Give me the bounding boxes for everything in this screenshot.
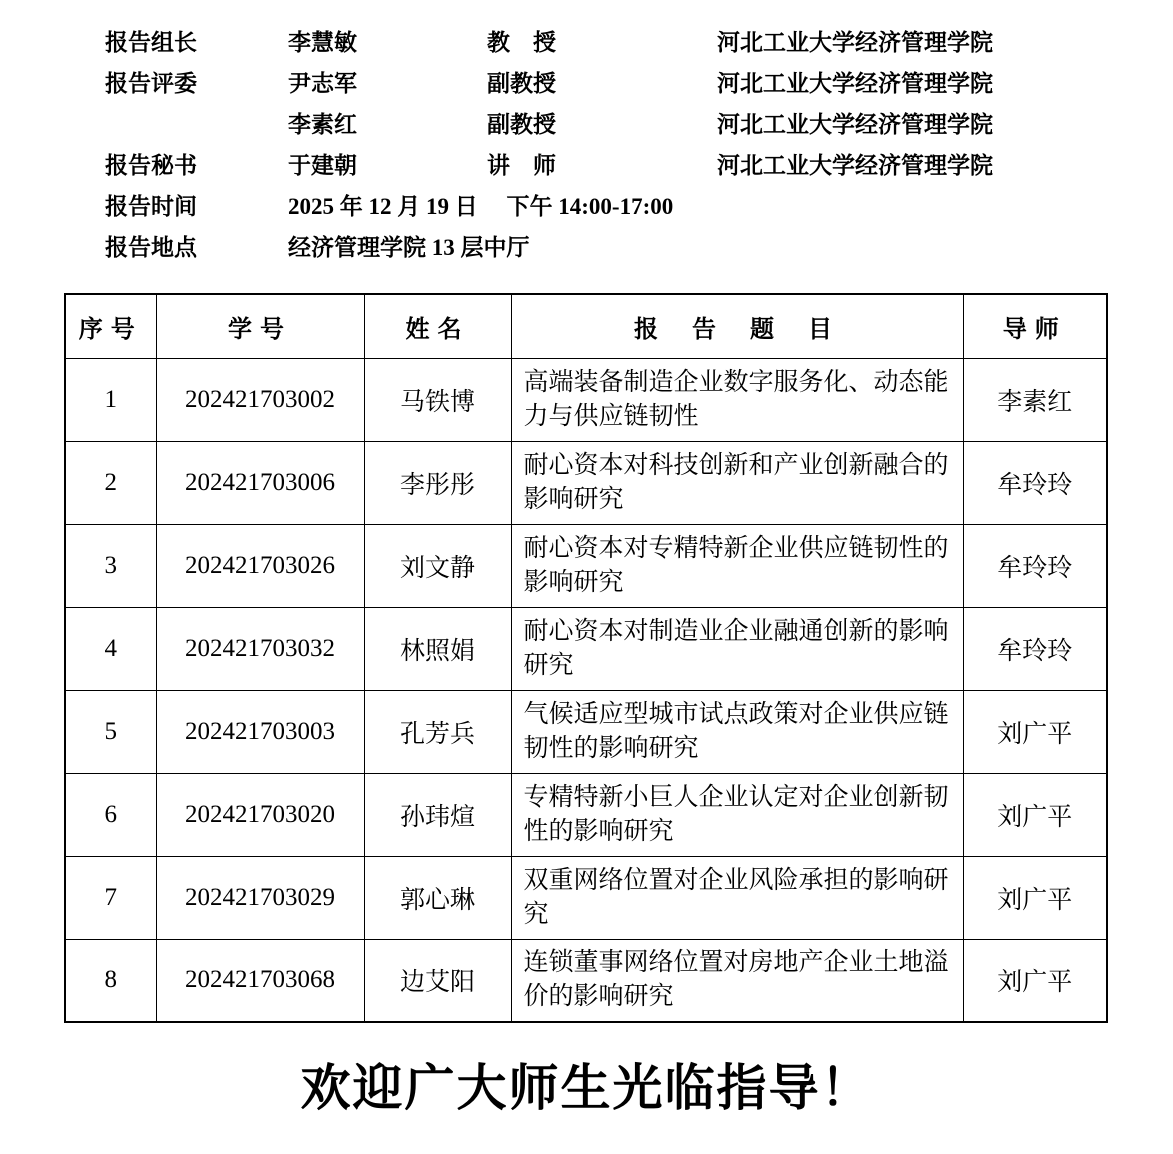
- welcome-banner: 欢迎广大师生光临指导！: [300, 1060, 873, 1116]
- info-row: [0, 104, 1173, 145]
- person-organization: 河北工业大学经济管理学院: [717, 71, 993, 96]
- info-row: [0, 227, 1173, 268]
- info-value: 经济管理学院 13 层中厅: [288, 235, 530, 260]
- student-id-cell: 202421703002: [156, 358, 364, 441]
- advisor-cell: 刘广平: [963, 856, 1107, 939]
- advisor-cell: 刘广平: [963, 773, 1107, 856]
- advisor-cell: 刘广平: [963, 939, 1107, 1022]
- seq-cell: 6: [65, 773, 156, 856]
- topic-cell: 连锁董事网络位置对房地产企业土地溢价的影响研究: [511, 939, 963, 1022]
- person-name: 李慧敏: [288, 30, 357, 55]
- topic-cell: 耐心资本对科技创新和产业创新融合的影响研究: [511, 441, 963, 524]
- student-name-cell: 郭心琳: [364, 856, 511, 939]
- advisor-cell: 牟玲玲: [963, 607, 1107, 690]
- student-name-cell: 林照娟: [364, 607, 511, 690]
- person-organization: 河北工业大学经济管理学院: [717, 112, 993, 137]
- table-row: [65, 524, 1107, 607]
- seq-cell: 8: [65, 939, 156, 1022]
- info-label: 报告地点: [105, 235, 197, 260]
- student-id-cell: 202421703029: [156, 856, 364, 939]
- person-name: 李素红: [288, 112, 357, 137]
- topic-cell: 耐心资本对制造业企业融通创新的影响研究: [511, 607, 963, 690]
- info-label: 报告秘书: [105, 153, 197, 178]
- column-header: 姓名: [364, 294, 511, 358]
- person-title: 讲 师: [487, 153, 556, 178]
- info-value: 2025 年 12 月 19 日 下午 14:00-17:00: [288, 194, 674, 219]
- student-id-cell: 202421703026: [156, 524, 364, 607]
- student-name-cell: 孙玮煊: [364, 773, 511, 856]
- info-row: [0, 63, 1173, 104]
- person-title: 副教授: [487, 112, 556, 137]
- table-row: [65, 773, 1107, 856]
- student-name-cell: 边艾阳: [364, 939, 511, 1022]
- student-id-cell: 202421703006: [156, 441, 364, 524]
- seq-cell: 1: [65, 358, 156, 441]
- topic-cell: 双重网络位置对企业风险承担的影响研究: [511, 856, 963, 939]
- column-header: 报 告 题 目: [511, 294, 963, 358]
- seq-cell: 3: [65, 524, 156, 607]
- advisor-cell: 李素红: [963, 358, 1107, 441]
- table-row: [65, 358, 1107, 441]
- table-row: [65, 856, 1107, 939]
- report-table: [64, 293, 1108, 1023]
- person-title: 副教授: [487, 71, 556, 96]
- seq-cell: 4: [65, 607, 156, 690]
- student-name-cell: 李彤彤: [364, 441, 511, 524]
- table-row: [65, 607, 1107, 690]
- table-row: [65, 690, 1107, 773]
- student-name-cell: 刘文静: [364, 524, 511, 607]
- info-label: 报告组长: [105, 30, 197, 55]
- info-row: [0, 22, 1173, 63]
- info-row: [0, 145, 1173, 186]
- student-id-cell: 202421703068: [156, 939, 364, 1022]
- person-organization: 河北工业大学经济管理学院: [717, 30, 993, 55]
- topic-cell: 专精特新小巨人企业认定对企业创新韧性的影响研究: [511, 773, 963, 856]
- student-name-cell: 马铁博: [364, 358, 511, 441]
- table-row: [65, 939, 1107, 1022]
- topic-cell: 耐心资本对专精特新企业供应链韧性的影响研究: [511, 524, 963, 607]
- student-id-cell: 202421703020: [156, 773, 364, 856]
- header-info: [0, 22, 1173, 268]
- student-id-cell: 202421703032: [156, 607, 364, 690]
- table-body: [65, 358, 1107, 1022]
- table-row: [65, 441, 1107, 524]
- column-header: 导师: [963, 294, 1107, 358]
- advisor-cell: 牟玲玲: [963, 441, 1107, 524]
- seq-cell: 5: [65, 690, 156, 773]
- table-header-row: [65, 294, 1107, 358]
- column-header: 序号: [65, 294, 156, 358]
- student-id-cell: 202421703003: [156, 690, 364, 773]
- person-title: 教 授: [487, 30, 556, 55]
- person-name: 尹志军: [288, 71, 357, 96]
- person-name: 于建朝: [288, 153, 357, 178]
- advisor-cell: 牟玲玲: [963, 524, 1107, 607]
- student-name-cell: 孔芳兵: [364, 690, 511, 773]
- seq-cell: 7: [65, 856, 156, 939]
- topic-cell: 高端装备制造企业数字服务化、动态能力与供应链韧性: [511, 358, 963, 441]
- topic-cell: 气候适应型城市试点政策对企业供应链韧性的影响研究: [511, 690, 963, 773]
- person-organization: 河北工业大学经济管理学院: [717, 153, 993, 178]
- info-label: 报告评委: [105, 71, 197, 96]
- info-row: [0, 186, 1173, 227]
- seq-cell: 2: [65, 441, 156, 524]
- info-label: 报告时间: [105, 194, 197, 219]
- column-header: 学号: [156, 294, 364, 358]
- advisor-cell: 刘广平: [963, 690, 1107, 773]
